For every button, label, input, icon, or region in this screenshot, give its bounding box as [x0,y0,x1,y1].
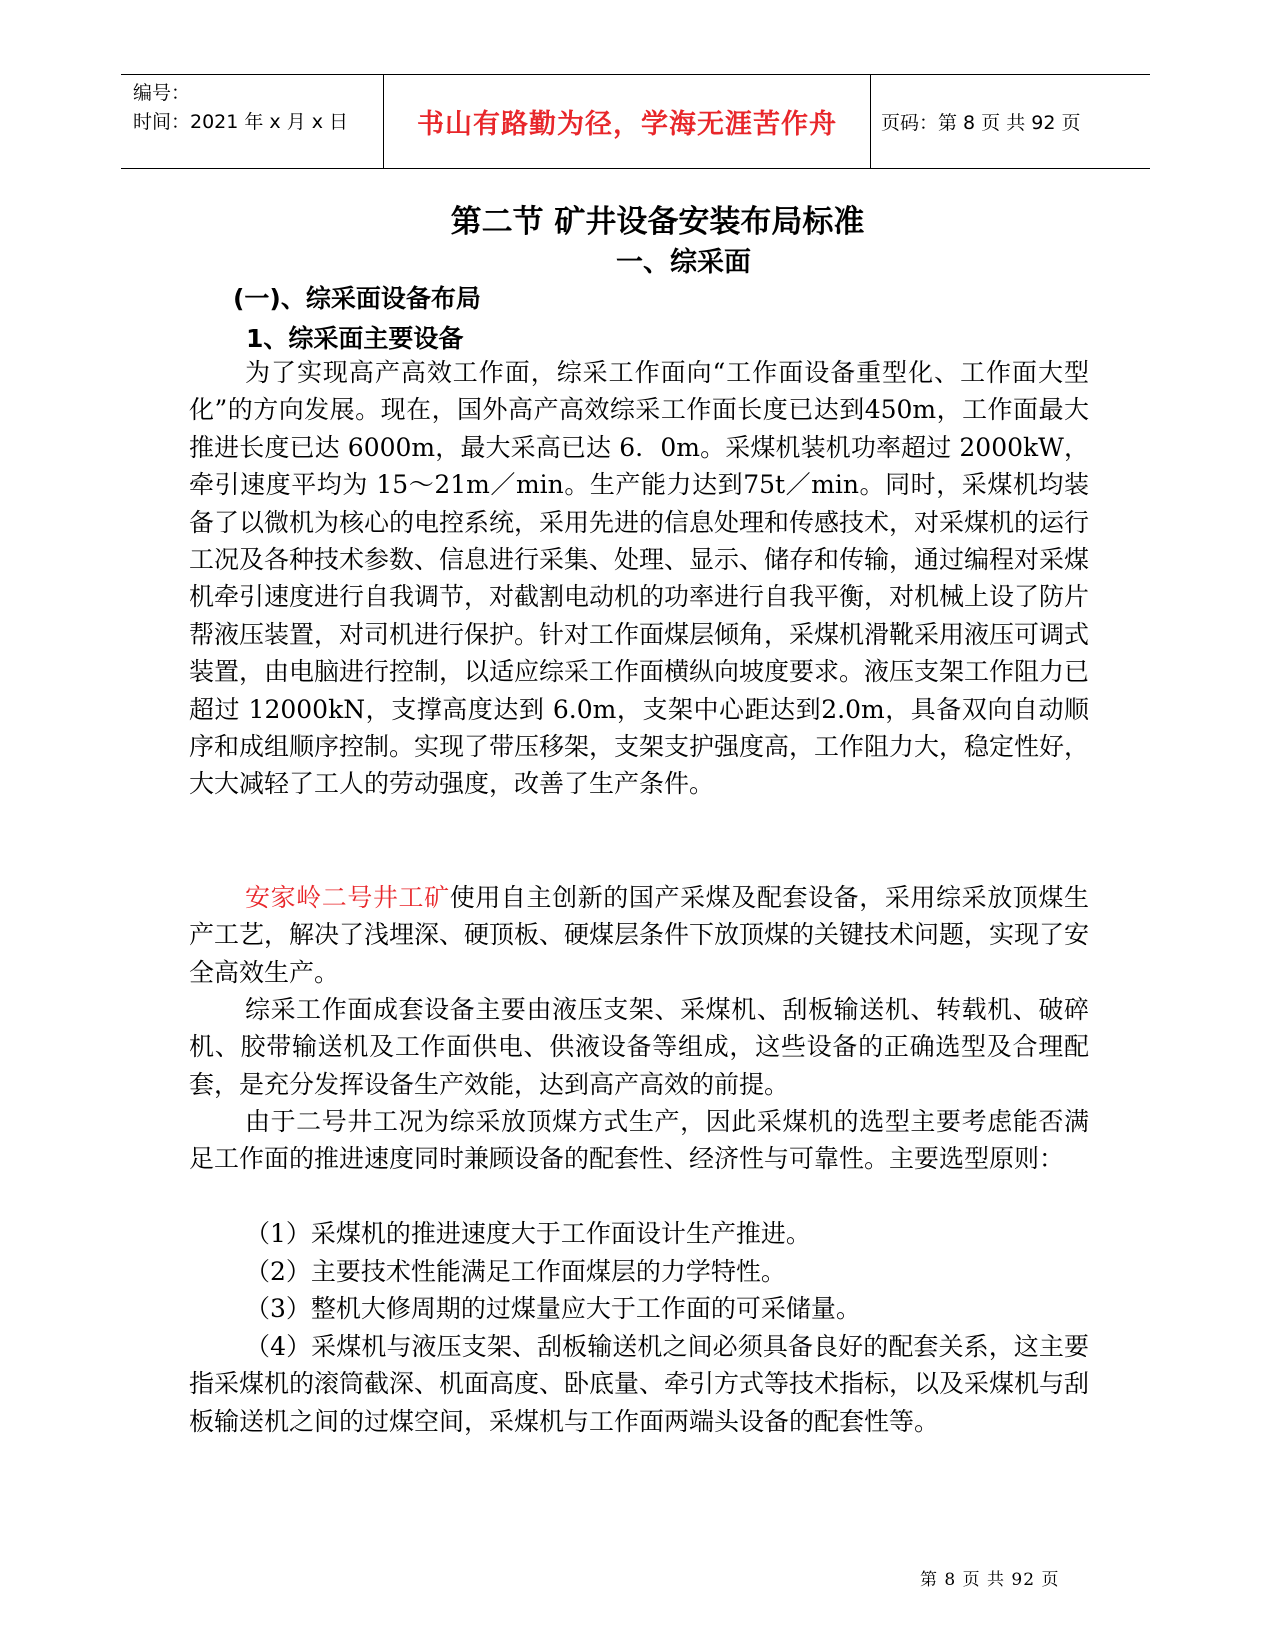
list-item: （3）整机大修周期的过煤量应大于工作面的可采储量。 [245,1294,861,1323]
header-page-cell [871,75,1150,168]
header-motto: 书山有路勤为径，学海无涯苦作舟 [417,109,837,140]
document-number-label: 编号： [133,82,191,104]
paragraph: 综采工作面成套设备主要由液压支架、采煤机、刮板输送机、转载机、破碎机、胶带输送机及工作面供电、供液设备等组成，这些设备的正确选型及合理配套，是充分发挥设备生产效能，达到高产高效的前提。 [189,995,1089,1099]
header-page-label: 页码：第 8 页 共 92 页 [881,112,1081,134]
list-item: （2）主要技术性能满足工作面煤层的力学特性。 [245,1257,786,1286]
header-table [121,74,1150,169]
paragraph: 为了实现高产高效工作面，综采工作面向“工作面设备重型化、工作面大型化”的方向发展。现在，国外高产高效综采工作面长度已达到450m，工作面最大推进长度已达 6000m，最大采高已达 6．0m。采煤机装机功率超过 2000kW，牵引速度平均为 15～21m／min。生产能力达到75t／min。同时，采煤机均装备了以微机为核心的电控系统，采用先进的信息处理和传感技术，对采煤机的运行工况及各种技术参数、信息进行采集、处理、显示、储存和传输，通过编程对采煤机牵引速度进行自我调节，对截割电动机的功率进行自我平衡，对机械上设了防片帮液压装置，对司机进行保护。针对工作面煤层倾角，采煤机滑靴采用液压可调式装置，由电脑进行控制，以适应综采工作面横纵向坡度要求。液压支架工作阻力已超过 12000kN，支撑高度达到 6.0m，支架中心距达到2.0m，具备双向自动顺序和成组顺序控制。实现了带压移架，支架支护强度高，工作阻力大，稳定性好，大大减轻了工人的劳动强度，改善了生产条件。 [189,358,1090,799]
paragraph [189,879,1089,991]
heading-level-4: 1、综采面主要设备 [246,324,464,353]
header-meta-cell [121,75,384,168]
paragraph: 由于二号井工况为综采放顶煤方式生产，因此采煤机的选型主要考虑能否满足工作面的推进速度同时兼顾设备的配套性、经济性与可靠性。主要选型原则： [189,1107,1089,1174]
subsection-title: 一、综采面 [616,247,751,278]
highlighted-mine-name: 安家岭二号井工矿 [245,883,450,912]
document-time-label: 时间：2021 年 x 月 x 日 [133,111,349,133]
header-motto-cell [384,75,871,168]
list-item: （1）采煤机的推进速度大于工作面设计生产推进。 [245,1219,811,1248]
heading-level-3: (一)、综采面设备布局 [233,284,481,313]
paragraph-text: 使用自主创新的国产采煤及配套设备，采用综采放顶煤生产工艺，解决了浅埋深、硬顶板、硬煤层条件下放顶煤的关键技术问题，实现了安全高效生产。 [189,883,1090,987]
list-item: （4）采煤机与液压支架、刮板输送机之间必须具备良好的配套关系，这主要指采煤机的滚筒截深、机面高度、卧底量、牵引方式等技术指标，以及采煤机与刮板输送机之间的过煤空间，采煤机与工作面两端头设备的配套性等。 [189,1332,1090,1436]
section-title: 第二节 矿井设备安装布局标准 [450,204,865,240]
page-footer: 第 8 页 共 92 页 [920,1570,1060,1590]
